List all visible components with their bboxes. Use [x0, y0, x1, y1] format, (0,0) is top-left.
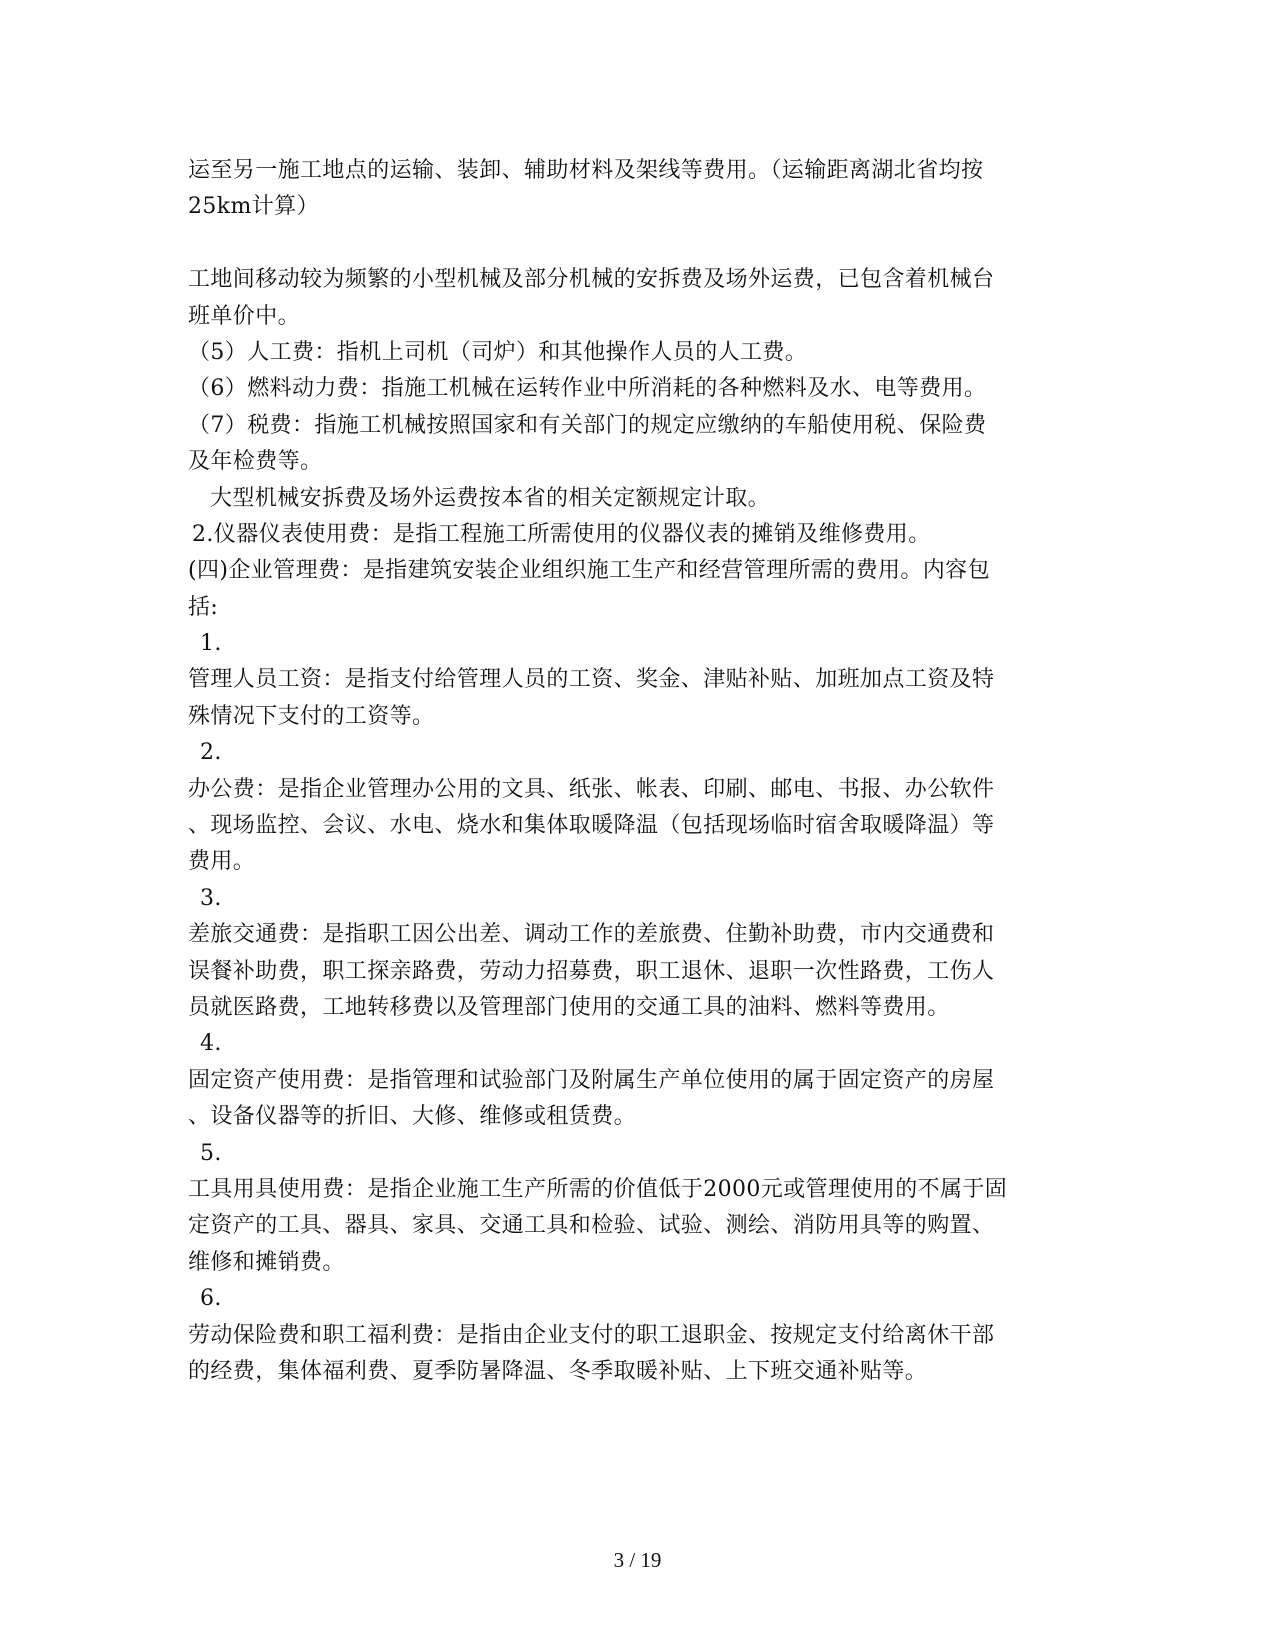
- text-line: 差旅交通费：是指职工因公出差、调动工作的差旅费、住勤补助费，市内交通费和: [188, 922, 995, 948]
- item-number: 1.: [200, 631, 222, 657]
- text-line: （6）燃料动力费：指施工机械在运转作业中所消耗的各种燃料及水、电等费用。: [188, 376, 987, 402]
- item-number: 4.: [200, 1031, 222, 1057]
- text-line: 殊情况下支付的工资等。: [188, 703, 435, 729]
- item-number: 5.: [200, 1140, 222, 1166]
- text-line: 工具用具使用费：是指企业施工生产所需的价值低于2000元或管理使用的不属于固: [188, 1176, 1008, 1202]
- text-line: 定资产的工具、器具、家具、交通工具和检验、试验、测绘、消防用具等的购置、: [188, 1213, 995, 1239]
- text-line: 括:: [188, 594, 219, 620]
- text-line: 误餐补助费，职工探亲路费，劳动力招募费，职工退休、退职一次性路费，工伤人: [188, 958, 995, 984]
- blank-line: [188, 226, 1088, 262]
- text-line: 工地间移动较为频繁的小型机械及部分机械的安拆费及场外运费，已包含着机械台: [188, 267, 995, 293]
- text-line: 2.仪器仪表使用费：是指工程施工所需使用的仪器仪表的摊销及维修费用。: [192, 521, 931, 547]
- text-line: 25km计算）: [188, 194, 319, 220]
- text-line: （7）税费：指施工机械按照国家和有关部门的规定应缴纳的车船使用税、保险费: [188, 412, 987, 438]
- section-heading-line: (四)企业管理费：是指建筑安装企业组织施工生产和经营管理所需的费用。内容包: [188, 558, 990, 584]
- text-line: 维修和摊销费。: [188, 1249, 345, 1275]
- text-line: 费用。: [188, 849, 256, 875]
- text-line: 的经费，集体福利费、夏季防暑降温、冬季取暖补贴、上下班交通补贴等。: [188, 1358, 928, 1384]
- item-number: 6.: [200, 1286, 222, 1312]
- text-line: 管理人员工资：是指支付给管理人员的工资、奖金、津贴补贴、加班加点工资及特: [188, 667, 995, 693]
- text-line: 办公费：是指企业管理办公用的文具、纸张、帐表、印刷、邮电、书报、办公软件: [188, 776, 995, 802]
- text-line: 及年检费等。: [188, 449, 323, 475]
- text-line: 大型机械安拆费及场外运费按本省的相关定额规定计取。: [210, 485, 771, 511]
- text-line: （5）人工费：指机上司机（司炉）和其他操作人员的人工费。: [188, 339, 808, 365]
- item-number: 2.: [200, 740, 222, 766]
- text-line: 员就医路费，工地转移费以及管理部门使用的交通工具的油料、燃料等费用。: [188, 994, 950, 1020]
- text-line: 劳动保险费和职工福利费：是指由企业支付的职工退职金、按规定支付给离休干部: [188, 1322, 995, 1348]
- text-line: 运至另一施工地点的运输、装卸、辅助材料及架线等费用。（运输距离湖北省均按: [188, 158, 984, 183]
- text-line: 班单价中。: [188, 303, 301, 329]
- page-number: 3 / 19: [613, 1548, 662, 1572]
- text-line: 固定资产使用费：是指管理和试验部门及附属生产单位使用的属于固定资产的房屋: [188, 1067, 995, 1093]
- document-body: [188, 153, 1088, 1390]
- text-line: 、现场监控、会议、水电、烧水和集体取暖降温（包括现场临时宿舍取暖降温）等: [188, 813, 995, 839]
- text-line: 、设备仪器等的折旧、大修、维修或租赁费。: [188, 1104, 637, 1130]
- item-number: 3.: [200, 885, 222, 911]
